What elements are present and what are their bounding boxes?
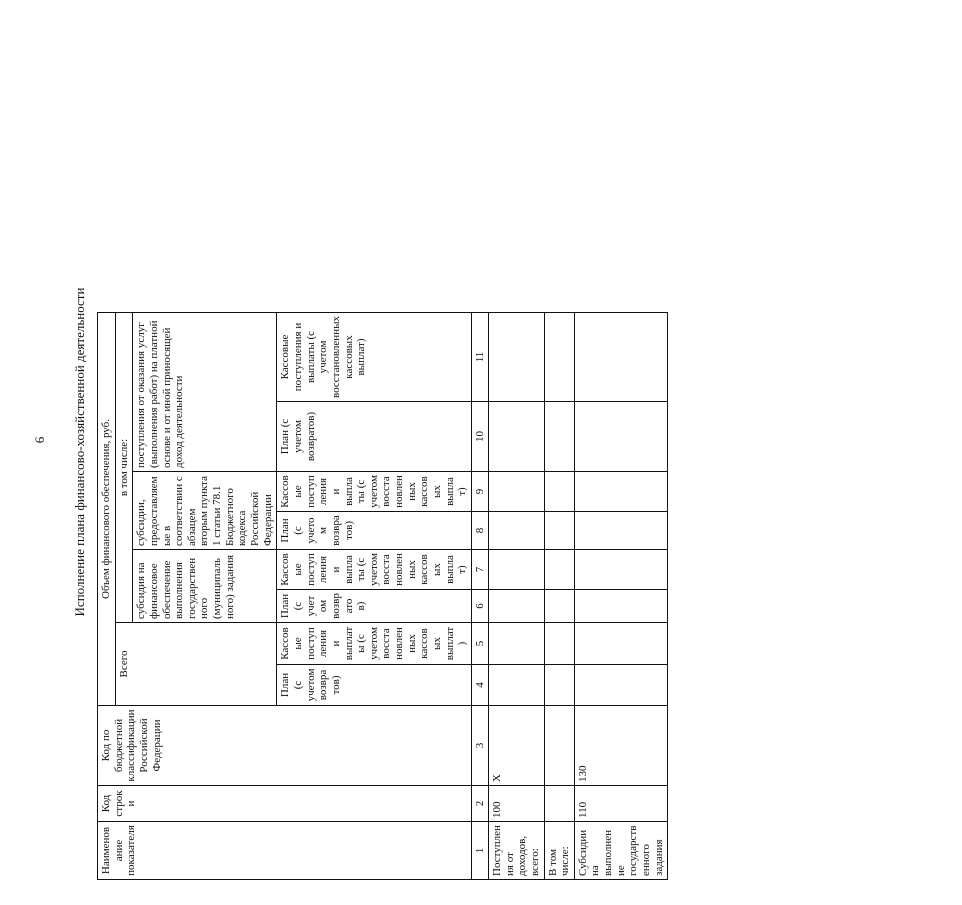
table-cell (574, 590, 667, 623)
header-plan-paid: План (с учетом возвратов) (277, 402, 472, 472)
header-cash-total: Кассовые поступления и выплаты (с учетом восстановленных кассовых выплат) (277, 623, 472, 665)
row-budget-code: 130 (574, 706, 667, 786)
table-cell (488, 623, 544, 665)
table-row (488, 313, 544, 880)
table-cell (488, 665, 544, 706)
header-total: Всего (115, 623, 277, 706)
row-name: Субсидии на выполнение государственного задания (574, 822, 667, 880)
table-cell (574, 402, 667, 472)
table-cell (574, 472, 667, 512)
table-cell (544, 623, 574, 665)
header-name: Наименование показателя (98, 822, 472, 880)
table-cell (488, 590, 544, 623)
table-row (574, 313, 667, 880)
table-cell (574, 665, 667, 706)
column-number: 4 (471, 665, 488, 706)
table-cell (544, 590, 574, 623)
column-number-row (471, 313, 488, 880)
header-cash-paid: Кассовые поступления и выплаты (с учетом восстановленных кассовых выплат) (277, 313, 472, 402)
row-budget-code (544, 706, 574, 786)
row-code: 110 (574, 786, 667, 822)
header-cash-subsidy-task: Кассовые поступления и выплаты (с учетом восстановленных кассовых выплат) (277, 550, 472, 590)
table-cell (544, 402, 574, 472)
header-budget-code: Код по бюджетной классификации Российской Федерации (98, 706, 472, 786)
header-plan-subsidy-task: План (с учетом возврато в) (277, 590, 472, 623)
column-number: 8 (471, 512, 488, 550)
column-number: 3 (471, 706, 488, 786)
table-cell (544, 313, 574, 402)
table-cell (488, 550, 544, 590)
column-number: 2 (471, 786, 488, 822)
column-number: 1 (471, 822, 488, 880)
table-cell (544, 472, 574, 512)
page-title: Исполнение плана финансово-хозяйственной деятельности (72, 287, 87, 617)
header-paid-services: поступления от оказания услуг (выполнения работ) на платной основе и от иной приносящей доход деятельности (133, 313, 277, 472)
header-plan-subsidy-781: План (с учетом возвратов) (277, 512, 472, 550)
header-subsidy-781: субсидии, предоставляемые в соответствии с абзацем вторым пункта 1 статьи 78.1 Бюджетного кодекса Российской Федерации (133, 472, 277, 550)
column-number: 6 (471, 590, 488, 623)
header-including: в том числе: (115, 313, 133, 623)
header-subsidy-task: субсидия на финансовое обеспечение выполнения государственного (муниципального) задания (133, 550, 277, 623)
column-number: 7 (471, 550, 488, 590)
row-name: В том числе: (544, 822, 574, 880)
table-cell (574, 550, 667, 590)
page-number: 6 (32, 436, 47, 444)
column-number: 9 (471, 472, 488, 512)
plan-execution-table (97, 312, 668, 880)
row-code: 100 (488, 786, 544, 822)
header-plan-total: План (с учетом возвратов) (277, 665, 472, 706)
header-volume: Объем финансового обеспечения, руб. (98, 313, 116, 706)
table-cell (488, 313, 544, 402)
column-number: 5 (471, 623, 488, 665)
row-budget-code: X (488, 706, 544, 786)
row-name: Поступления от доходов, всего: (488, 822, 544, 880)
plan-table-container (97, 313, 962, 880)
table-cell (544, 512, 574, 550)
row-code (544, 786, 574, 822)
column-number: 10 (471, 402, 488, 472)
table-cell (574, 512, 667, 550)
table-cell (544, 665, 574, 706)
table-cell (544, 550, 574, 590)
column-number: 11 (471, 313, 488, 402)
header-line-code: Код строки (98, 786, 472, 822)
table-row (544, 313, 574, 880)
table-cell (574, 623, 667, 665)
header-cash-subsidy-781: Кассовые поступления и выплаты (с учетом восстановленных кассовых выплат) (277, 472, 472, 512)
table-cell (574, 313, 667, 402)
table-cell (488, 472, 544, 512)
table-cell (488, 402, 544, 472)
table-cell (488, 512, 544, 550)
